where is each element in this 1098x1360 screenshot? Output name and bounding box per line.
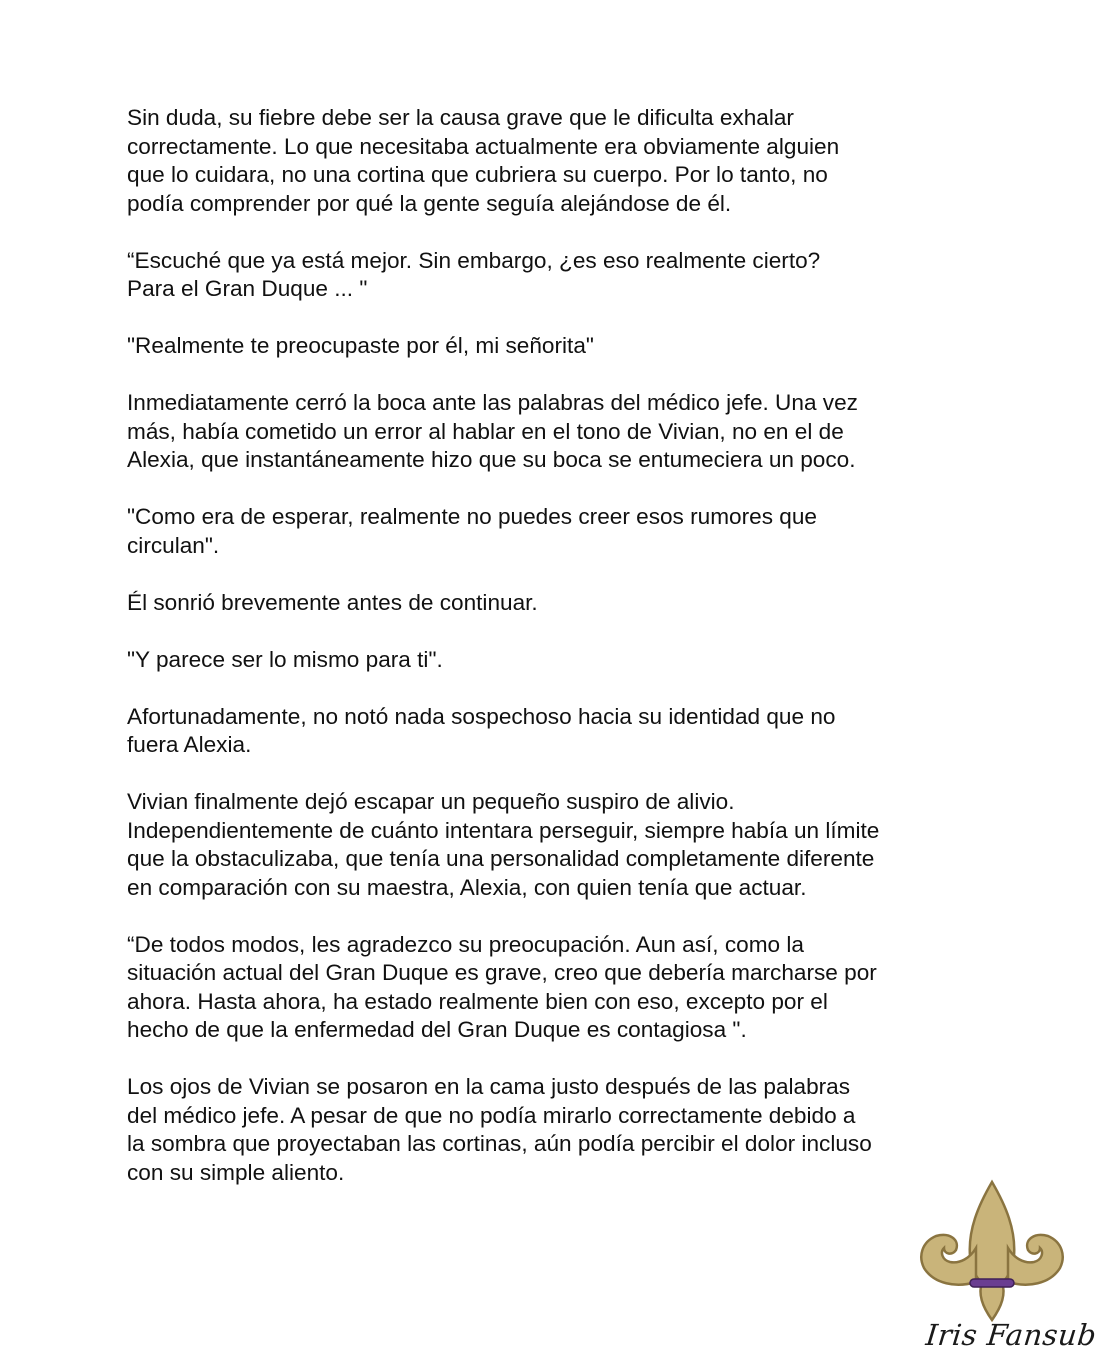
fleur-de-lis-icon	[916, 1178, 1074, 1328]
watermark-logo	[916, 1178, 1098, 1356]
paragraph: Afortunadamente, no notó nada sospechoso hacia su identidad que no fuera Alexia.	[127, 703, 836, 757]
paragraph: "Realmente te preocupaste por él, mi señorita"	[127, 333, 594, 358]
paragraph: “De todos modos, les agradezco su preocupación. Aun así, como la situación actual del Gran Duque es grave, creo que debería marcharse por ahora. Hasta ahora, ha estado realmente bien con eso, excepto por el hecho de que la enfermedad del Gran Duque es contagiosa ".	[127, 931, 877, 1042]
paragraph: “Escuché que ya está mejor. Sin embargo, ¿es eso realmente cierto? Para el Gran Duque ... "	[127, 247, 821, 301]
paragraph: Vivian finalmente dejó escapar un pequeño suspiro de alivio. Independientemente de cuánto intentara perseguir, siempre había un límite que la obstaculizaba, que tenía una personalidad completamente diferente en comparación con su maestra, Alexia, con quien tenía que actuar.	[127, 789, 880, 900]
paragraph: "Como era de esperar, realmente no puedes creer esos rumores que circulan".	[127, 504, 817, 558]
paragraph: Sin duda, su fiebre debe ser la causa grave que le dificulta exhalar correctamente. Lo que necesitaba actualmente era obviamente alguien que lo cuidara, no una cortina que cubriera su cuerpo. Por lo tanto, no podía comprender por qué la gente seguía alejándose de él.	[127, 105, 840, 216]
paragraph: Los ojos de Vivian se posaron en la cama justo después de las palabras del médico jefe. A pesar de que no podía mirarlo correctamente debido a la sombra que proyectaban las cortinas, aún podía percibir el dolor incluso con su simple aliento.	[127, 1074, 872, 1185]
document-body	[127, 104, 957, 1216]
paragraph: "Y parece ser lo mismo para ti".	[127, 646, 443, 672]
watermark-text: Iris Fansub	[924, 1318, 1098, 1352]
paragraph: Inmediatamente cerró la boca ante las palabras del médico jefe. Una vez más, había cometido un error al hablar en el tono de Vivian, no en el de Alexia, que instantáneamente hizo que su boca se entumeciera un poco.	[127, 390, 858, 472]
paragraph: Él sonrió brevemente antes de continuar.	[127, 589, 538, 615]
